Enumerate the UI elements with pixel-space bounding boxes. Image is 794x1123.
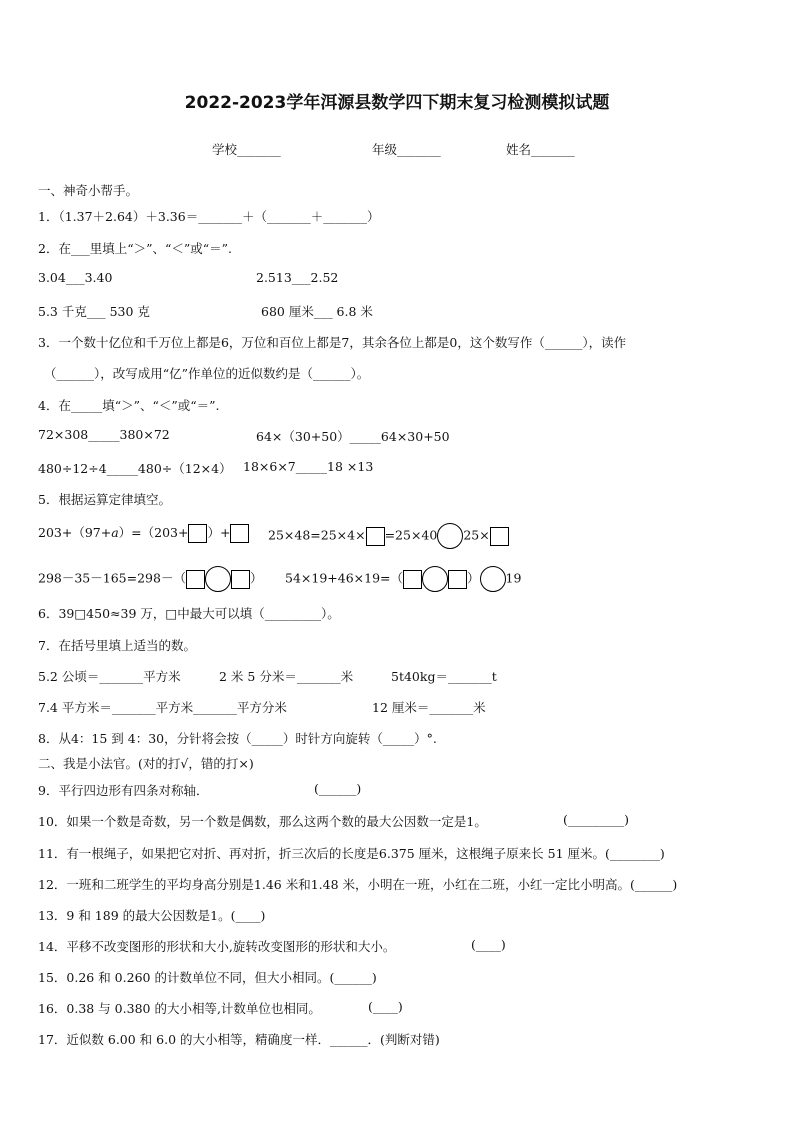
operator-circle[interactable]	[422, 566, 448, 592]
section-2-heading: 二、我是小法官。(对的打√，错的打×)	[38, 756, 254, 771]
question-4d: 18×6×7_____18 ×13	[243, 459, 374, 474]
question-6: 6．39□450≈39 万，□中最大可以填（_________）。	[38, 606, 340, 621]
q5a-variable: a	[111, 525, 119, 540]
question-17: 17．近似数 6.00 和 6.0 的大小相等，精确度一样．______．(判断对错)	[38, 1032, 440, 1047]
question-9: 9．平行四边形有四条对称轴．	[38, 783, 209, 798]
name-field[interactable]: 姓名_______	[506, 142, 575, 157]
q5b-text-1: 25×48=25×4×	[268, 527, 366, 543]
question-4a: 72×308_____380×72	[38, 427, 170, 442]
question-7a: 5.2 公顷＝_______平方米	[38, 669, 181, 684]
q5a-text-3: ）+	[207, 525, 231, 540]
q5d-text-1: 54×19+46×19=（	[285, 570, 404, 586]
q5a-text-1: 203+（97+	[38, 525, 112, 540]
answer-box[interactable]	[366, 527, 385, 546]
question-12: 12．一班和二班学生的平均身高分别是1.46 米和1.48 米，小明在一班，小红在二班，小红一定比小明高。(______)	[38, 877, 678, 892]
answer-box[interactable]	[188, 524, 207, 543]
q5c-text-1: 298－35－165=298－（	[38, 570, 186, 586]
question-7e: 12 厘米＝_______米	[372, 700, 486, 715]
q5b-text-2: =25×40	[384, 527, 438, 543]
grade-field[interactable]: 年级_______	[372, 142, 441, 157]
question-4: 4．在_____填“＞”、“＜”或“＝”.	[38, 398, 220, 413]
question-2b: 2.513___2.52	[256, 270, 339, 285]
question-8: 8．从4：15 到 4：30，分针将会按（_____）时针方向旋转（_____）°.	[38, 731, 437, 746]
operator-circle[interactable]	[205, 566, 231, 592]
question-1: 1．（1.37＋2.64）＋3.36＝_______＋（_______＋_______）	[38, 209, 380, 224]
question-2: 2．在___里填上“＞”、“＜”或“＝”.	[38, 241, 233, 256]
section-1-heading: 一、神奇小帮手。	[38, 183, 139, 198]
question-13: 13．9 和 189 的最大公因数是1。(____)	[38, 908, 266, 923]
question-14-answer[interactable]: (____)	[471, 937, 506, 952]
question-5b	[268, 523, 509, 549]
operator-circle[interactable]	[480, 566, 506, 592]
question-15: 15．0.26 和 0.260 的计数单位不同，但大小相同。(______)	[38, 970, 377, 985]
q5a-text-2: ）=（203+	[118, 525, 189, 540]
page-title: 2022-2023学年洱源县数学四下期末复习检测模拟试题	[184, 93, 610, 113]
question-7c: 5t40kg＝_______t	[391, 669, 497, 684]
question-5: 5．根据运算定律填空。	[38, 492, 171, 507]
question-7b: 2 米 5 分米＝_______米	[219, 669, 354, 684]
question-3-line-1: 3．一个数十亿位和千万位上都是6，万位和百位上都是7，其余各位上都是0，这个数写作（______），读作	[38, 335, 627, 350]
question-4c: 480÷12÷4_____480÷（12×4）	[38, 461, 232, 476]
answer-box[interactable]	[448, 570, 467, 589]
answer-box[interactable]	[230, 524, 249, 543]
answer-box[interactable]	[490, 527, 509, 546]
question-7d: 7.4 平方米＝_______平方米_______平方分米	[38, 700, 287, 715]
question-5a	[38, 523, 249, 543]
question-9-answer[interactable]: (______)	[314, 781, 362, 796]
question-5c	[38, 566, 262, 592]
question-5d	[285, 566, 521, 592]
q5b-text-3: 25×	[463, 527, 490, 543]
answer-box[interactable]	[231, 570, 250, 589]
question-11: 11．有一根绳子，如果把它对折、再对折，折三次后的长度是6.375 厘米，这根绳子原来长 51 厘米。(________)	[38, 846, 665, 861]
answer-box[interactable]	[403, 570, 422, 589]
question-2c: 5.3 千克___ 530 克	[38, 304, 150, 319]
question-16: 16．0.38 与 0.380 的大小相等,计数单位也相同。	[38, 1001, 321, 1016]
question-16-answer[interactable]: (____)	[368, 999, 403, 1014]
operator-circle[interactable]	[437, 523, 463, 549]
q5c-text-2: ）	[249, 570, 263, 586]
answer-box[interactable]	[186, 570, 205, 589]
question-4b: 64×（30+50）_____64×30+50	[256, 429, 450, 444]
question-2d: 680 厘米___ 6.8 米	[261, 304, 373, 319]
q5d-text-3: 19	[505, 570, 522, 586]
question-7: 7．在括号里填上适当的数。	[38, 638, 196, 653]
question-10-answer[interactable]: (_________)	[563, 812, 630, 827]
q5d-text-2: ）	[467, 570, 480, 586]
question-2a: 3.04___3.40	[38, 270, 113, 285]
school-field[interactable]: 学校_______	[212, 142, 281, 157]
question-10: 10．如果一个数是奇数，另一个数是偶数，那么这两个数的最大公因数一定是1。	[38, 814, 487, 829]
question-3-line-2: （______），改写成用“亿”作单位的近似数约是（______）。	[44, 366, 370, 381]
question-14: 14．平移不改变图形的形状和大小,旋转改变图形的形状和大小。	[38, 939, 396, 954]
